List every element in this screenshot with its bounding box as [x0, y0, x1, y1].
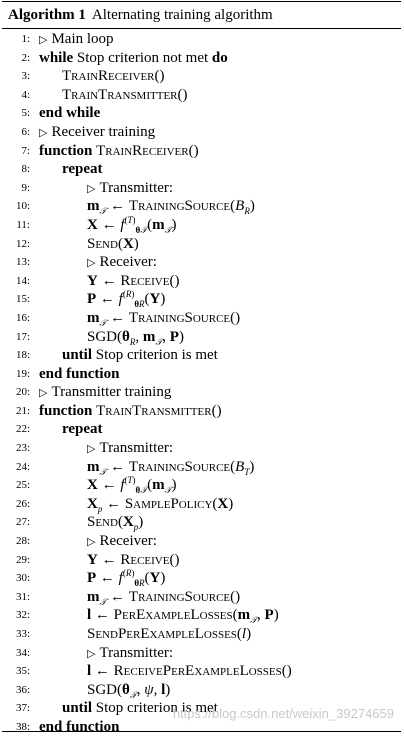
algo-line: 29: Y ← Receive(): [15, 551, 180, 568]
algo-line: 22: repeat: [15, 421, 103, 438]
algo-line: 23: ▷ Transmitter:: [15, 440, 174, 457]
algo-line: 8: repeat: [21, 161, 103, 178]
algo-line: 24: $m_𝒯$ ← $TrainingSource(B_T)$: [15, 458, 255, 477]
algo-line: 38: end function: [15, 718, 120, 735]
algo-line: 1: ▷ Main loop: [21, 31, 114, 47]
algo-line: 25: X ← $f^{(T)}_{\theta 𝒯}(m_𝒯)$: [15, 475, 177, 496]
bottom-rule: [2, 731, 401, 732]
algo-line: 10: $m_𝒯$ ← $TrainingSource(B_R)$: [15, 198, 255, 217]
algo-line: 16: $m_𝒯$ ← TrainingSource(): [15, 309, 241, 328]
algo-line: 11: X ← $f^{(T)}_{\theta 𝒯}(m_𝒯)$: [16, 214, 177, 235]
algo-line: 34: ▷ Transmitter:: [15, 644, 174, 661]
algo-line: 28: ▷ Receiver:: [15, 533, 157, 550]
algo-line: 17: $SGD(\theta_R$, $m_𝒯$, P): [15, 328, 184, 347]
algo-line: 9: ▷ Transmitter:: [21, 179, 174, 196]
algorithm-title: Alternating training algorithm: [91, 6, 273, 23]
algo-line: 15: P ← $f^{(R)}_{\theta R}(Y)$: [15, 289, 166, 310]
algorithm-label: Algorithm 1: [8, 6, 86, 23]
algo-line: 27: $Send(X_p)$: [15, 514, 144, 533]
algo-line: 18: until Stop criterion is met: [15, 347, 218, 364]
algo-line: 14: Y ← Receive(): [15, 272, 180, 289]
algo-line: 19: end function: [15, 365, 120, 382]
algo-line: 26: $X_p$ ← SamplePolicy(X): [15, 495, 234, 514]
algo-line: 20: ▷ Transmitter training: [15, 384, 172, 401]
algo-line: 36: $SGD(\theta_𝒯$, ψ, l): [15, 681, 171, 700]
algo-line: 31: $m_𝒯$ ← TrainingSource(): [15, 588, 241, 607]
algo-line: 30: P ← $f^{(R)}_{\theta R}(Y)$: [15, 568, 166, 589]
algo-line: 5: end while: [21, 105, 101, 122]
algo-line: 2: while Stop criterion not met do: [21, 49, 228, 66]
algorithm-header: [2, 2, 401, 28]
algo-line: 13: ▷ Receiver:: [15, 254, 157, 271]
algo-line: 6: ▷ Receiver training: [21, 123, 156, 140]
algo-line: 35: l ← ReceivePerExampleLosses(): [15, 663, 292, 680]
algo-line: 7: function TrainReceiver(): [21, 142, 199, 159]
algo-line: 37: until Stop criterion is met: [15, 700, 218, 717]
algorithm-body: [2, 29, 401, 737]
algo-line: 33: SendPerExampleLosses(l): [15, 626, 252, 642]
watermark-url: https://blog.csdn.net/weixin_39274659: [172, 706, 394, 721]
algorithm-box: [2, 1, 401, 737]
algo-line: 21: function TrainTransmitter(): [15, 402, 222, 419]
algo-line: 3: TrainReceiver(): [21, 68, 165, 85]
algo-line: 12: Send(X): [15, 235, 139, 252]
algo-line: 4: TrainTransmitter(): [21, 86, 188, 103]
algo-line: 32: l ← $PerExampleLosses(m_𝒯$, P): [15, 607, 279, 626]
